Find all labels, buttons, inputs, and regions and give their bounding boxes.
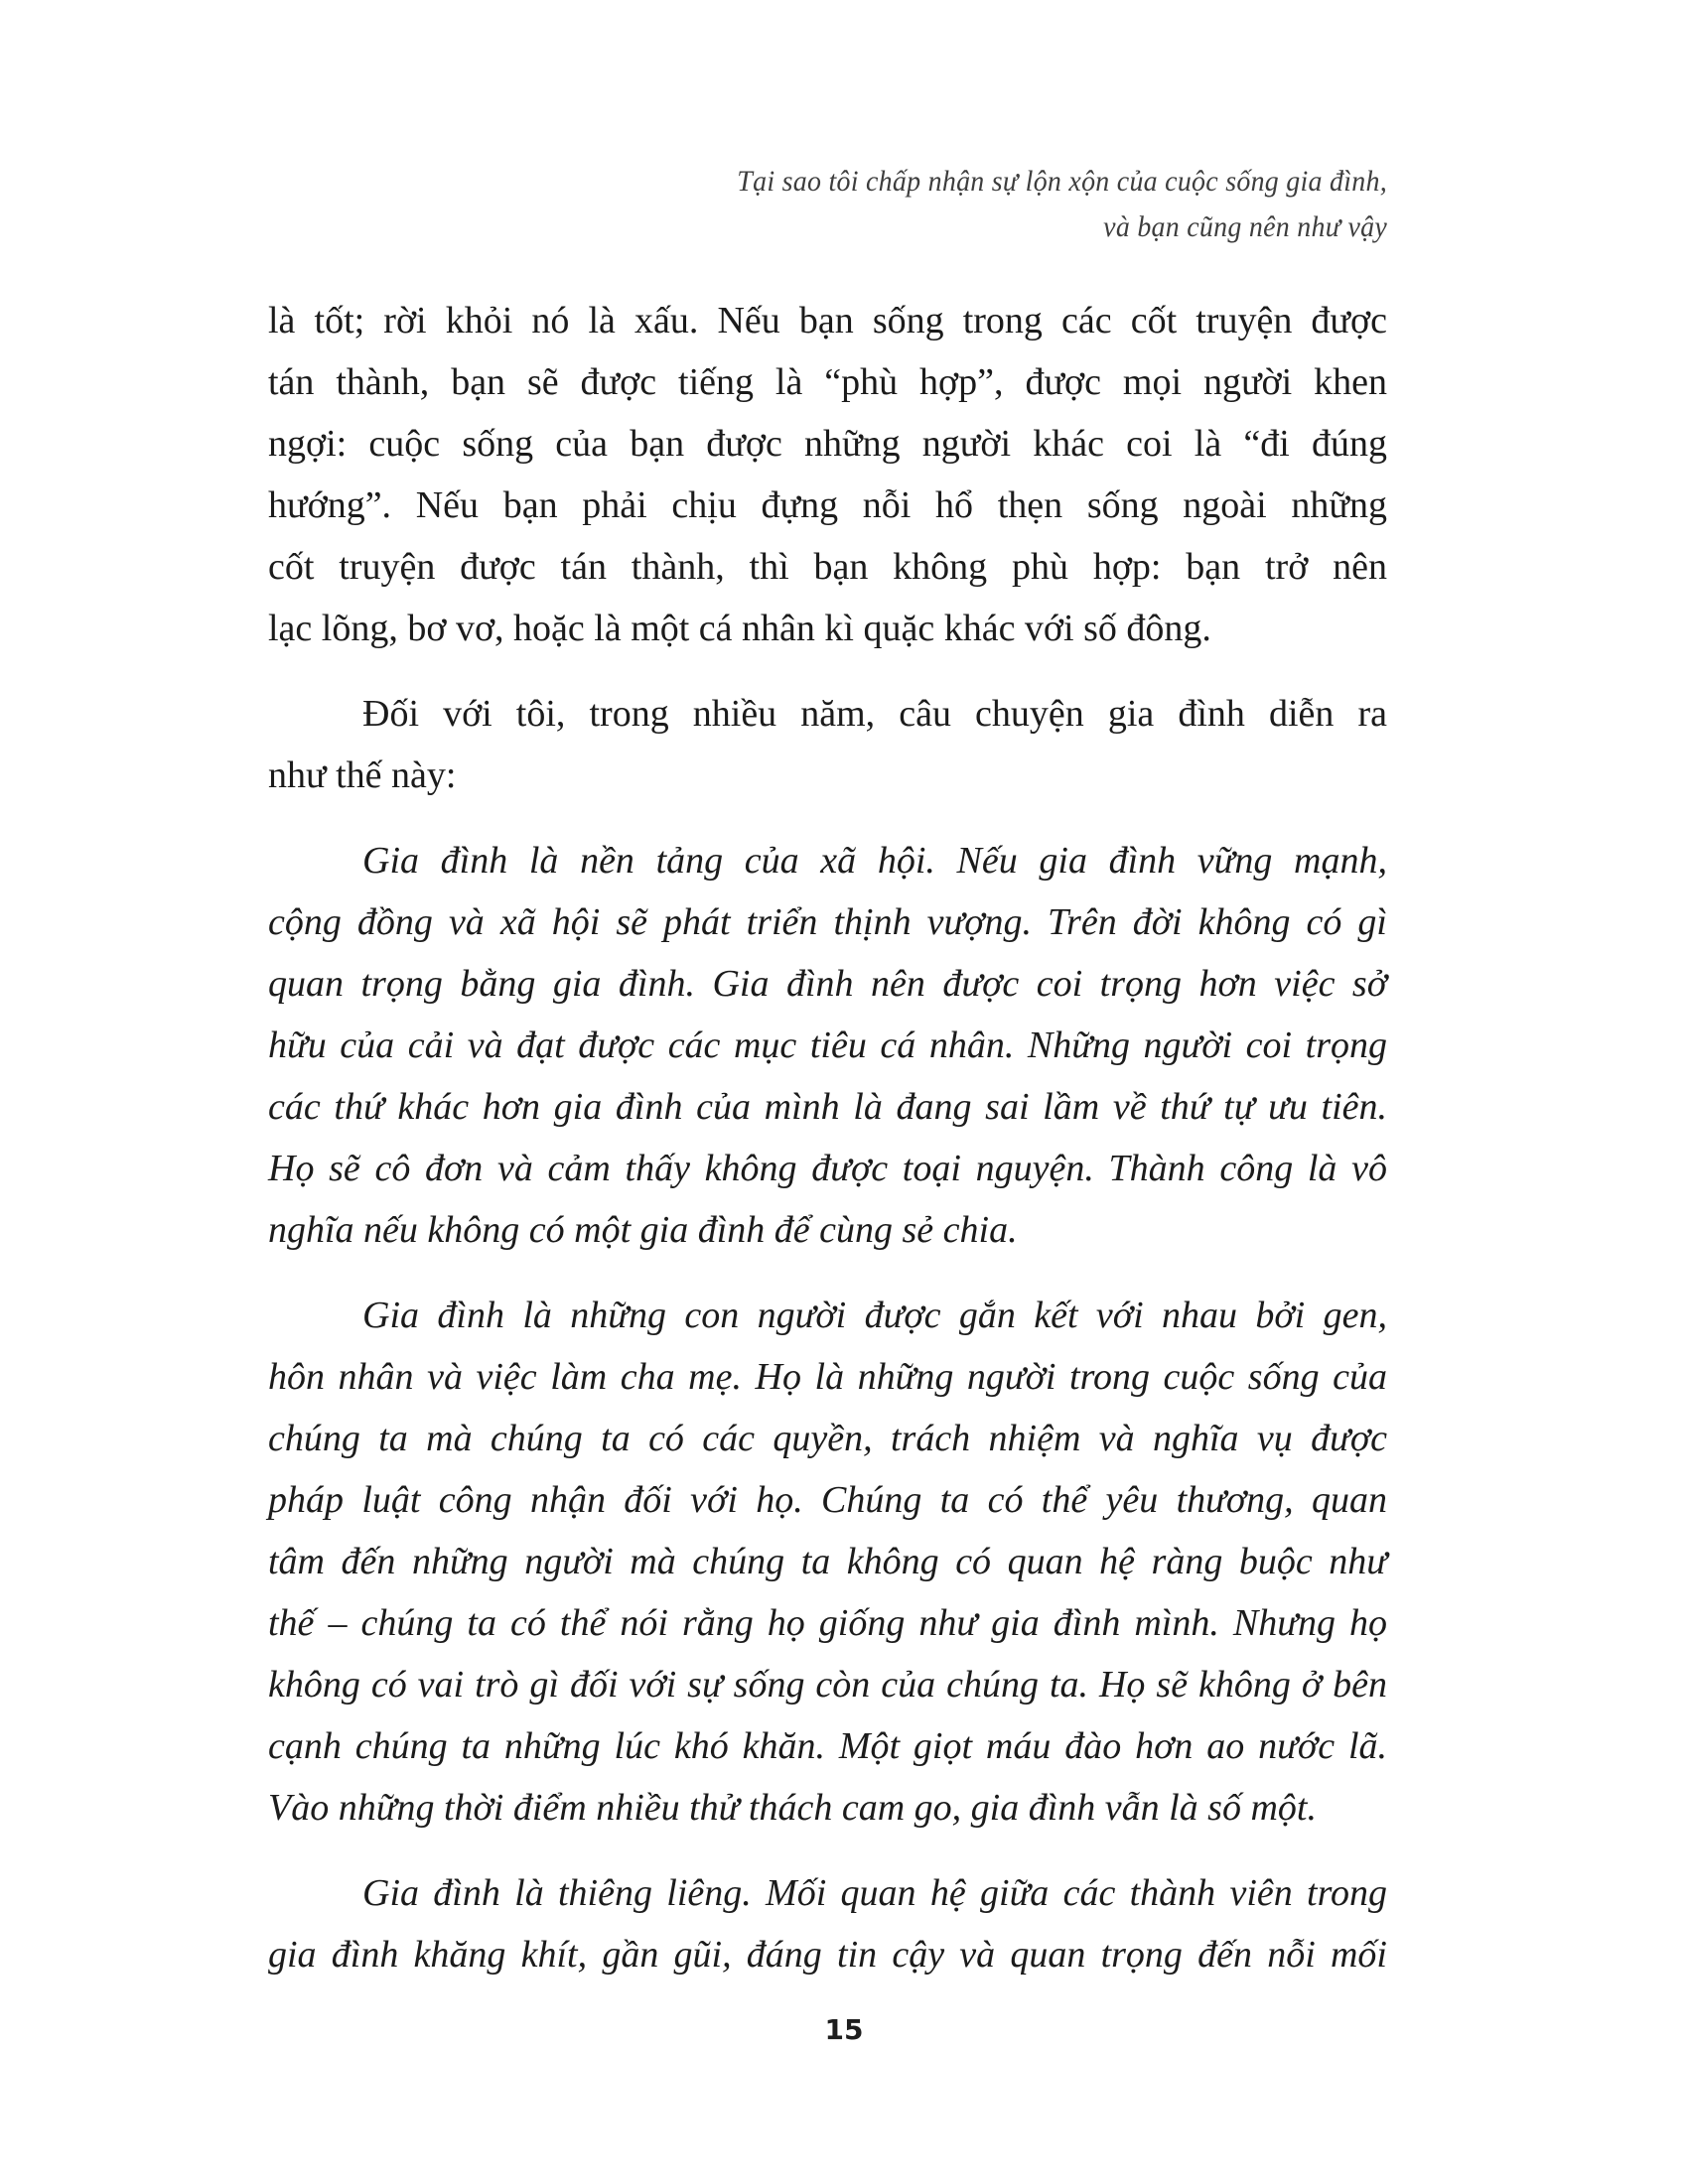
text-line: quan trọng bằng gia đình. Gia đình nên được coi trọng hơn việc sở xyxy=(268,963,1387,1005)
page-number: 15 xyxy=(824,2013,864,2046)
text-line: hướng”. Nếu bạn phải chịu đựng nỗi hổ thẹn sống ngoài những xyxy=(268,484,1387,526)
text-line: Họ sẽ cô đơn và cảm thấy không được toại nguyện. Thành công là vô xyxy=(268,1148,1387,1189)
text-line: Gia đình là nền tảng của xã hội. Nếu gia đình vững mạnh, xyxy=(362,840,1387,882)
text-line: không có vai trò gì đối với sự sống còn của chúng ta. Họ sẽ không ở bên xyxy=(268,1664,1387,1706)
paragraph-4-quote xyxy=(268,1285,1387,1839)
text-line: Gia đình là những con người được gắn kết với nhau bởi gen, xyxy=(362,1295,1387,1336)
text-line: cốt truyện được tán thành, thì bạn không phù hợp: bạn trở nên xyxy=(268,546,1387,588)
text-line: tán thành, bạn sẽ được tiếng là “phù hợp”, được mọi người khen xyxy=(268,361,1387,403)
text-line: tâm đến những người mà chúng ta không có quan hệ ràng buộc như xyxy=(268,1541,1387,1582)
text-line: cạnh chúng ta những lúc khó khăn. Một giọt máu đào hơn ao nước lã. xyxy=(268,1725,1387,1767)
page-footer xyxy=(0,2013,1688,2046)
paragraph-2 xyxy=(268,683,1387,806)
paragraph-5-quote xyxy=(268,1862,1387,1985)
page-body xyxy=(268,290,1387,1985)
text-line: hôn nhân và việc làm cha mẹ. Họ là những người trong cuộc sống của xyxy=(268,1356,1387,1398)
text-line: thế – chúng ta có thể nói rằng họ giống như gia đình mình. Nhưng họ xyxy=(268,1602,1387,1644)
text-line: cộng đồng và xã hội sẽ phát triển thịnh vượng. Trên đời không có gì xyxy=(268,901,1387,943)
paragraph-3-quote xyxy=(268,830,1387,1261)
text-line: ngợi: cuộc sống của bạn được những người khác coi là “đi đúng xyxy=(268,423,1387,465)
running-header xyxy=(347,159,1387,250)
text-line: Gia đình là thiêng liêng. Mối quan hệ giữa các thành viên trong xyxy=(362,1872,1387,1914)
text-line: chúng ta mà chúng ta có các quyền, trách nhiệm và nghĩa vụ được xyxy=(268,1418,1387,1459)
text-line: nghĩa nếu không có một gia đình để cùng sẻ chia. xyxy=(268,1209,1018,1251)
text-line: Vào những thời điểm nhiều thử thách cam go, gia đình vẫn là số một. xyxy=(268,1787,1317,1829)
paragraph-1 xyxy=(268,290,1387,659)
running-header-line-1: Tại sao tôi chấp nhận sự lộn xộn của cuộc sống gia đình, xyxy=(737,165,1387,198)
running-header-line-2: và bạn cũng nên như vậy xyxy=(1103,210,1387,243)
text-line: là tốt; rời khỏi nó là xấu. Nếu bạn sống trong các cốt truyện được xyxy=(268,300,1387,341)
text-line: hữu của cải và đạt được các mục tiêu cá nhân. Những người coi trọng xyxy=(268,1024,1387,1066)
text-line: như thế này: xyxy=(268,754,457,796)
text-line: Đối với tôi, trong nhiều năm, câu chuyện gia đình diễn ra xyxy=(362,693,1387,735)
text-line: lạc lõng, bơ vơ, hoặc là một cá nhân kì quặc khác với số đông. xyxy=(268,608,1211,649)
text-line: pháp luật công nhận đối với họ. Chúng ta có thể yêu thương, quan xyxy=(268,1479,1387,1521)
text-line: các thứ khác hơn gia đình của mình là đang sai lầm về thứ tự ưu tiên. xyxy=(268,1086,1387,1128)
text-line: gia đình khăng khít, gần gũi, đáng tin cậy và quan trọng đến nỗi mối xyxy=(268,1934,1387,1976)
